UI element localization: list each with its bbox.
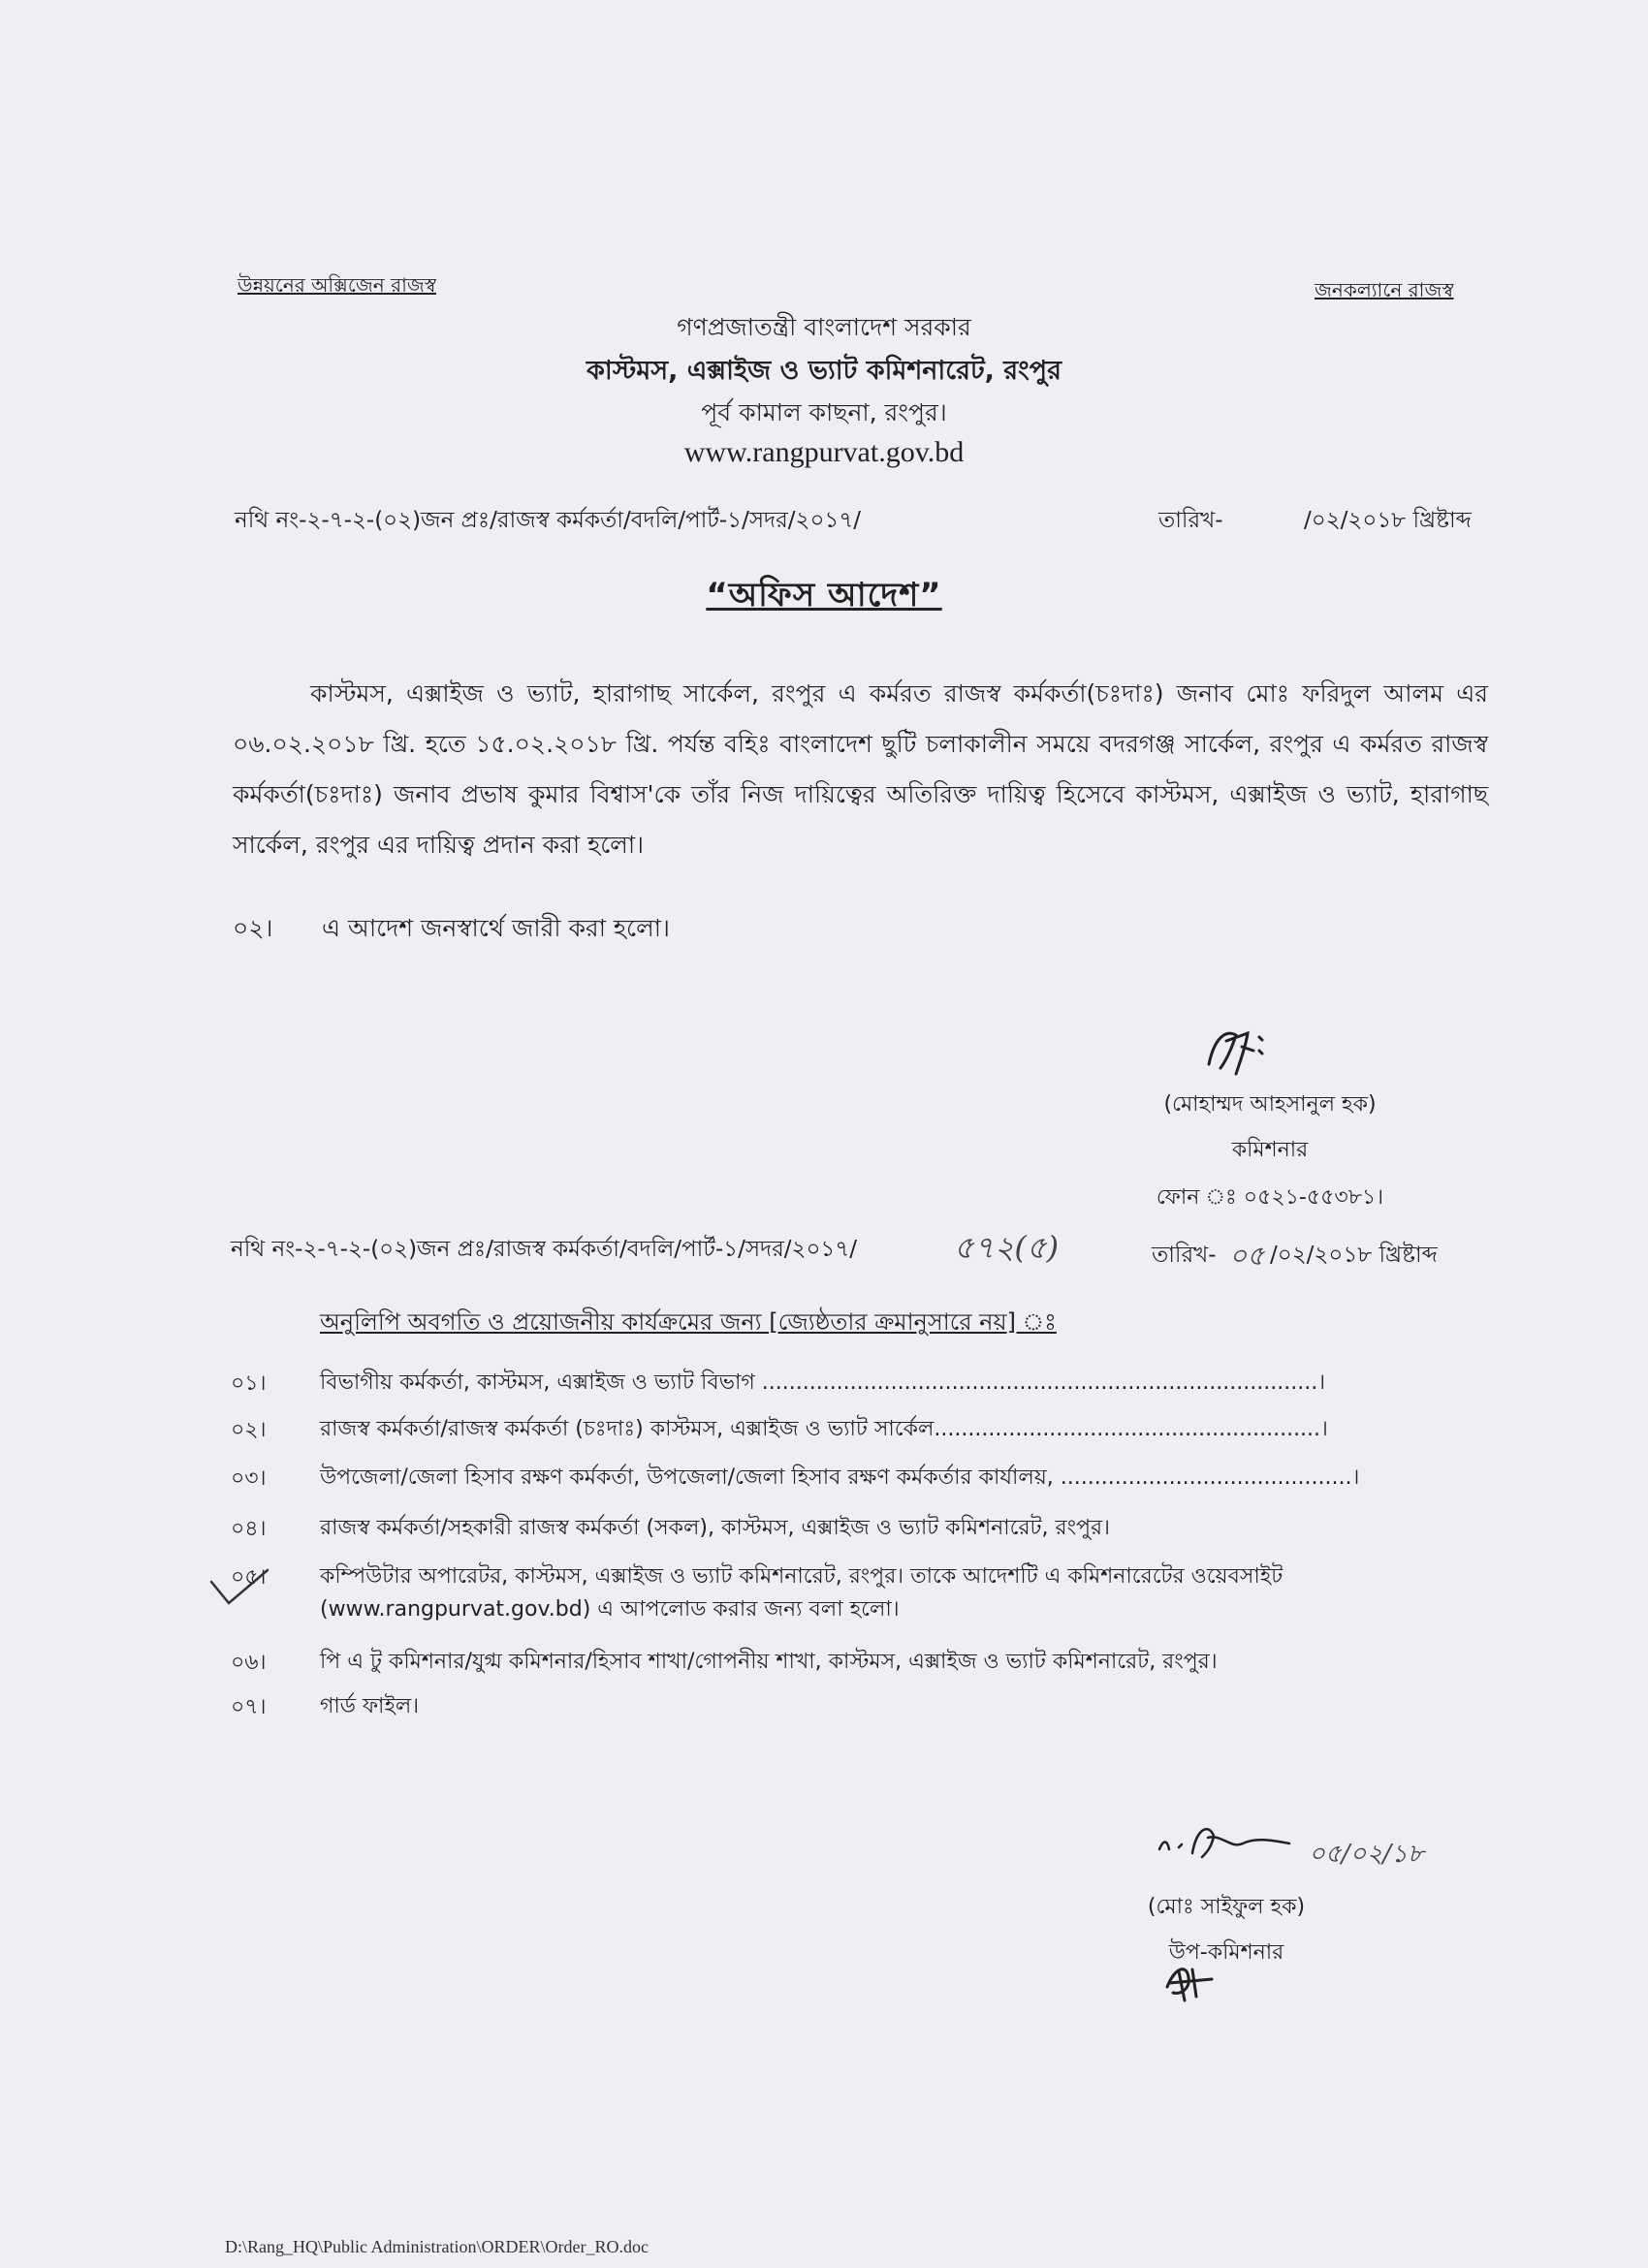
office-website: www.rangpurvat.gov.bd: [683, 436, 965, 468]
handwritten-day: ০৫: [1229, 1240, 1265, 1272]
list-item-number: ০৫।: [231, 1565, 267, 1590]
list-item-number: ০৩।: [231, 1466, 267, 1491]
order-paragraph-2: [233, 909, 670, 951]
paragraph-number: ০২।: [233, 914, 273, 942]
copy-date-value: /০২/২০১৮ খ্রিষ্টাব্দ: [1270, 1243, 1438, 1268]
govt-name: গণপ্রজাতন্ত্রী বাংলাদেশ সরকার: [677, 313, 971, 341]
list-item-number: ০২।: [231, 1418, 267, 1442]
commissioner-designation: কমিশনার: [1231, 1138, 1309, 1162]
list-item-number: ০৪।: [231, 1517, 267, 1541]
date-label: তারিখ-: [1158, 508, 1223, 533]
list-item-number: ০১।: [231, 1371, 267, 1396]
deputy-commissioner-signature: [1154, 1814, 1299, 1873]
commissioner-signature: [1197, 1018, 1284, 1086]
footer-file-path: D:\Rang_HQ\Public Administration\ORDER\Order_RO.doc: [225, 2237, 649, 2256]
copy-file-number: নথি নং-২-৭-২-(০২)জন প্রঃ/রাজস্ব কর্মকর্তা/বদলি/পার্ট-১/সদর/২০১৭/: [231, 1237, 858, 1262]
tick-mark-icon: [207, 1564, 275, 1613]
order-paragraph-1: কাস্টমস, এক্সাইজ ও ভ্যাট, হারাগাছ সার্কেল, রংপুর এ কর্মরত রাজস্ব কর্মকর্তা(চঃদাঃ) জনাব মোঃ ফরিদুল আলম এর ০৬.০২.২০১৮ খ্রি. হতে ১৫.০২.২০১৮ খ্রি. পর্যন্ত বহিঃ বাংলাদেশ ছুটি চলাকালীন সময়ে বদরগঞ্জ সার্কেল, রংপুর এ কর্মরত রাজস্ব কর্মকর্তা(চঃদাঃ) জনাব প্রভাষ কুমার বিশ্বাস'কে তাঁর নিজ দায়িত্বের অতিরিক্ত দায়িত্ব হিসেবে কাস্টমস, এক্সাইজ ও ভ্যাট, হারাগাছ সার্কেল, রংপুর এর দায়িত্ব প্রদান করা হলো।: [233, 679, 1488, 859]
list-item-text: কম্পিউটার অপারেটর, কাস্টমস, এক্সাইজ ও ভ্যাট কমিশনারেট, রংপুর। তাকে আদেশটি এ কমিশনারেটের ওয়েবসাইট (www.rangpurvat.gov.bd) এ আপলোড করার জন্য বলা হলো।: [320, 1564, 1284, 1622]
document-title: “অফিস আদেশ”: [706, 576, 942, 614]
handwritten-signing-date: ০৫/০২/১৮: [1309, 1840, 1424, 1869]
file-number: নথি নং-২-৭-২-(০২)জন প্রঃ/রাজস্ব কর্মকর্তা/বদলি/পার্ট-১/সদর/২০১৭/: [235, 508, 862, 533]
list-item-text: রাজস্ব কর্মকর্তা/সহকারী রাজস্ব কর্মকর্তা (সকল), কাস্টমস, এক্সাইজ ও ভ্যাট কমিশনারেট, রংপুর।: [320, 1516, 1110, 1540]
deputy-commissioner-name: (মোঃ সাইফুল হক): [1147, 1895, 1306, 1919]
copy-date-label: তারিখ-: [1152, 1243, 1217, 1268]
deputy-commissioner-designation: উপ-কমিশনার: [1168, 1940, 1284, 1965]
list-item-text: রাজস্ব কর্মকর্তা/রাজস্ব কর্মকর্তা (চঃদাঃ) কাস্টমস, এক্সাইজ ও ভ্যাট সার্কেল.........................................................।: [320, 1417, 1328, 1441]
office-name: কাস্টমস, এক্সাইজ ও ভ্যাট কমিশনারেট, রংপুর: [586, 356, 1062, 386]
initials-signature: [1159, 1958, 1218, 2002]
list-item-text: গার্ড ফাইল।: [320, 1694, 420, 1718]
date-value: /০২/২০১৮ খ্রিষ্টাব্দ: [1304, 508, 1472, 533]
commissioner-name: (মোহাম্মদ আহসানুল হক): [1163, 1092, 1377, 1117]
paragraph-text: এ আদেশ জনস্বার্থে জারী করা হলো।: [322, 914, 670, 942]
list-item-number: ০৬।: [231, 1651, 267, 1675]
list-item-text: বিভাগীয় কর্মকর্তা, কাস্টমস, এক্সাইজ ও ভ্যাট বিভাগ ..................................................................................।: [320, 1370, 1326, 1395]
copy-heading: অনুলিপি অবগতি ও প্রয়োজনীয় কার্যক্রমের জন্য [জ্যেষ্ঠতার ক্রমানুসারে নয়] ঃ: [320, 1308, 1057, 1336]
handwritten-memo-number: ৫৭২(৫): [954, 1229, 1060, 1266]
list-item-text: পি এ টু কমিশনার/যুগ্ম কমিশনার/হিসাব শাখা/গোপনীয় শাখা, কাস্টমস, এক্সাইজ ও ভ্যাট কমিশনারেট, রংপুর।: [320, 1650, 1218, 1674]
list-item-text: উপজেলা/জেলা হিসাব রক্ষণ কর্মকর্তা, উপজেলা/জেলা হিসাব রক্ষণ কর্মকর্তার কার্যালয়, ...........................................।: [320, 1465, 1360, 1490]
slogan-left: উন্নয়নের অক্সিজেন রাজস্ব: [238, 273, 436, 297]
list-item-number: ০৭।: [231, 1695, 267, 1719]
slogan-right: জনকল্যানে রাজস্ব: [1315, 278, 1454, 301]
commissioner-phone: ফোন ঃ ০৫২১-৫৫৩৮১।: [1156, 1185, 1384, 1210]
office-address: পূর্ব কামাল কাছনা, রংপুর।: [701, 398, 947, 426]
